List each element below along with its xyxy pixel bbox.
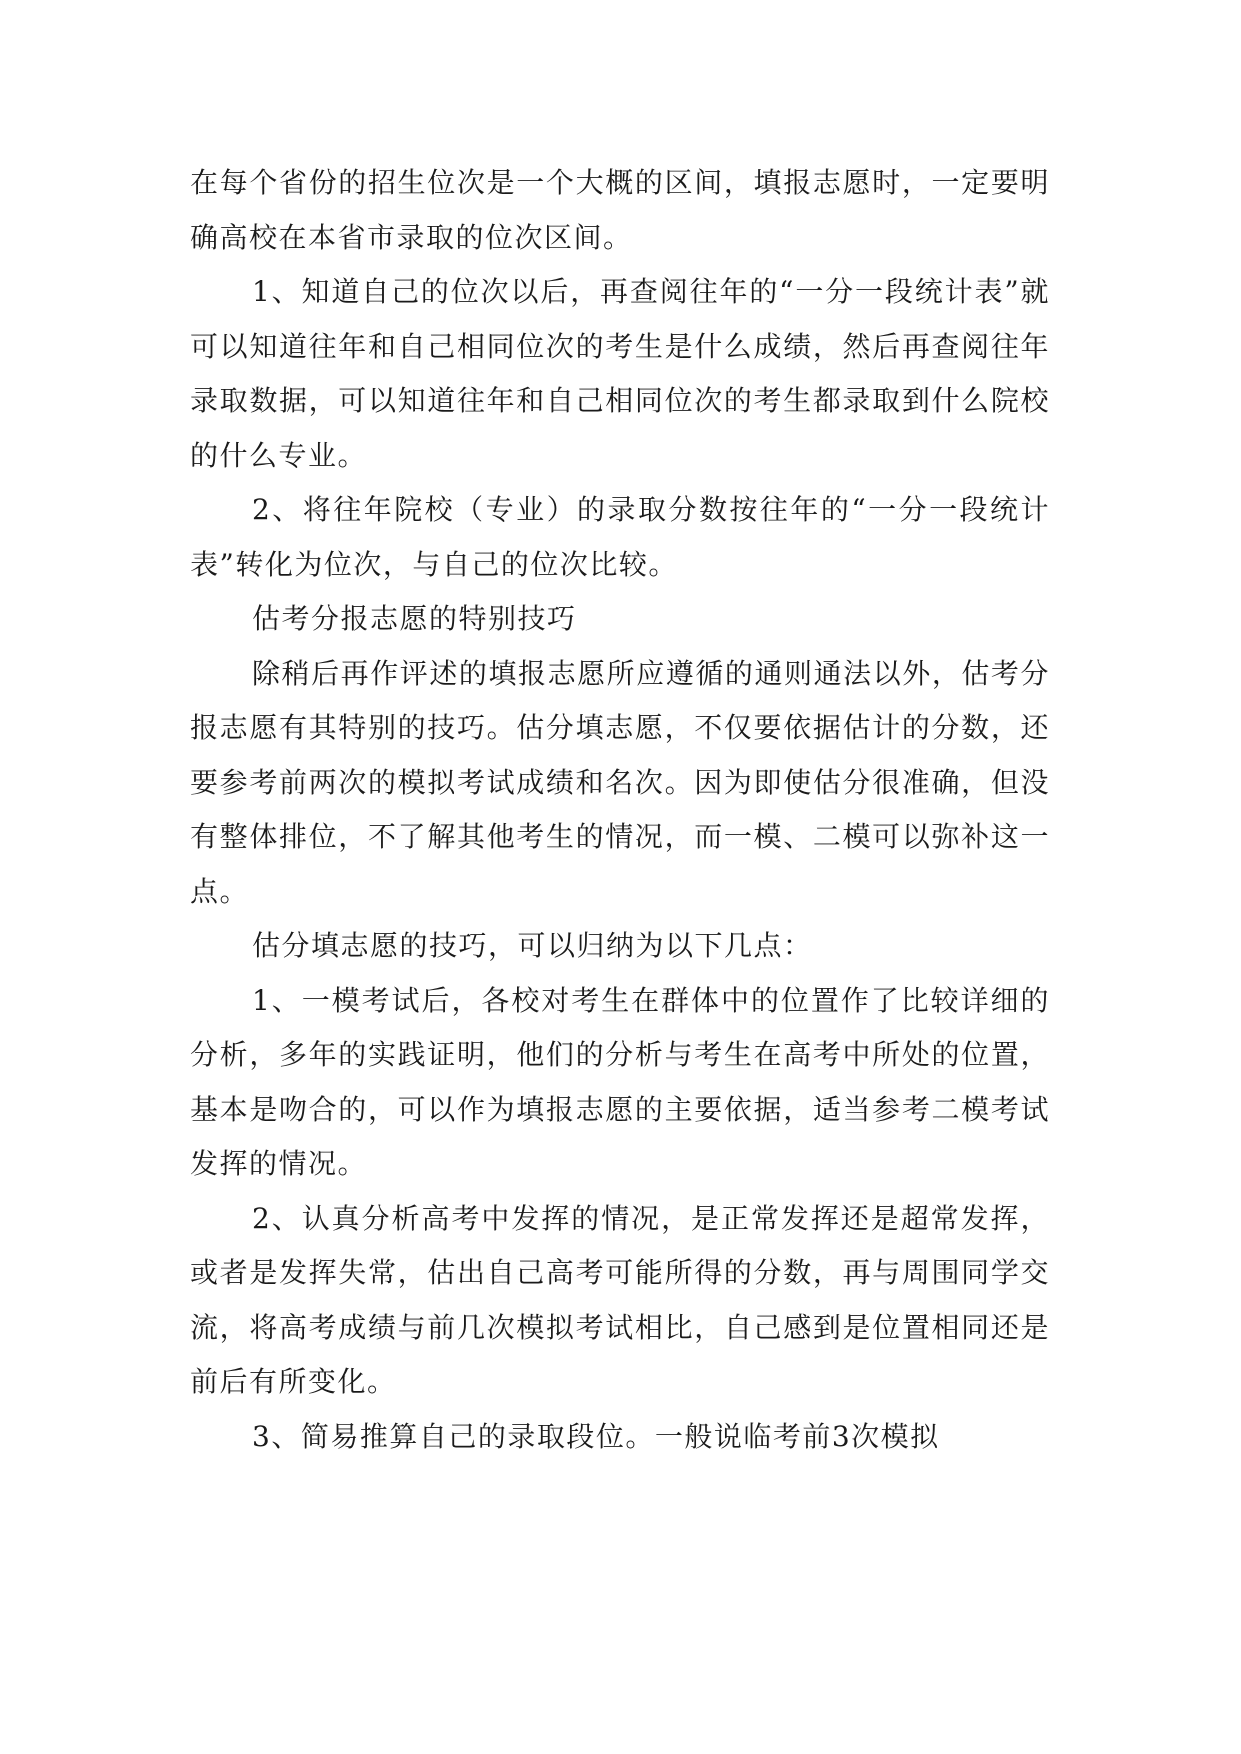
paragraph-overview: 除稍后再作评述的填报志愿所应遵循的通则通法以外，估考分报志愿有其特别的技巧。估分填志愿，不仅要依据估计的分数，还要参考前两次的模拟考试成绩和名次。因为即使估分很准确，但没有整体排位，不了解其他考生的情况，而一模、二模可以弥补这一点。 (190, 656, 1050, 908)
paragraph-tip-3: 3、简易推算自己的录取段位。一般说临考前3次模拟 (252, 1419, 940, 1453)
paragraph-intro: 在每个省份的招生位次是一个大概的区间，填报志愿时，一定要明确高校在本省市录取的位次区间。 (190, 166, 1050, 254)
document-body (190, 156, 1050, 1464)
paragraph-tips-intro: 估分填志愿的技巧，可以归纳为以下几点： (252, 929, 813, 962)
paragraph-tip-1: 1、一模考试后，各校对考生在群体中的位置作了比较详细的分析，多年的实践证明，他们的分析与考生在高考中所处的位置，基本是吻合的，可以作为填报志愿的主要依据，适当参考二模考试发挥的情况。 (190, 983, 1050, 1180)
paragraph-step-2: 2、将往年院校（专业）的录取分数按往年的“一分一段统计表”转化为位次，与自己的位次比较。 (190, 493, 1050, 581)
paragraph-tip-2: 2、认真分析高考中发挥的情况，是正常发挥还是超常发挥，或者是发挥失常，估出自己高考可能所得的分数，再与周围同学交流，将高考成绩与前几次模拟考试相比，自己感到是位置相同还是前后有所变化。 (190, 1201, 1050, 1398)
section-heading: 估考分报志愿的特别技巧 (252, 602, 577, 635)
paragraph-step-1: 1、知道自己的位次以后，再查阅往年的“一分一段统计表”就可以知道往年和自己相同位次的考生是什么成绩，然后再查阅往年录取数据，可以知道往年和自己相同位次的考生都录取到什么院校的什么专业。 (190, 275, 1050, 472)
